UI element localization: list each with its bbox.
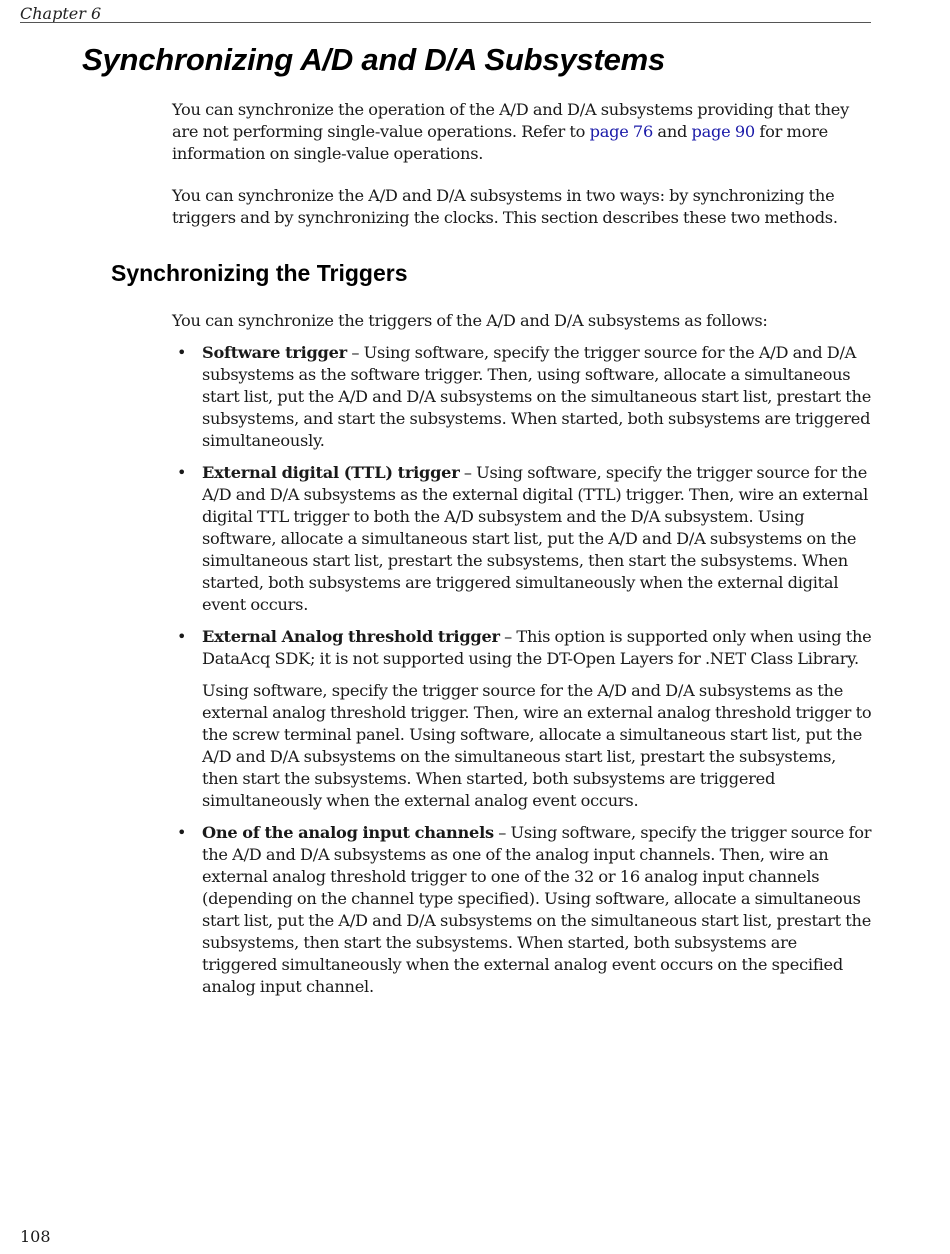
list-item-text (202, 626, 872, 670)
header-rule (20, 22, 871, 23)
trigger-methods-list (172, 342, 872, 1008)
list-item-software-trigger (172, 342, 872, 452)
list-item-analog-input-channel (172, 822, 872, 998)
bullet-icon: • (177, 627, 187, 646)
intro-paragraph-2: You can synchronize the A/D and D/A subsystems in two ways: by synchronizing the triggers and by synchronizing the clocks. This section describes these two methods. (172, 186, 838, 227)
bullet-icon: • (177, 463, 187, 482)
intro-text-after: for more information on single-value operations. (172, 122, 828, 163)
bullet-icon: • (177, 823, 187, 842)
running-header-chapter: Chapter 6 (20, 4, 102, 23)
list-item-external-digital-trigger (172, 462, 872, 616)
intro-paragraph-1 (172, 99, 872, 165)
page-90-link[interactable]: page 90 (691, 122, 755, 141)
list-item-lead: One of the analog input channels (202, 823, 494, 842)
page-title: Synchronizing A/D and D/A Subsystems (82, 42, 666, 77)
page-76-link[interactable]: page 76 (589, 122, 654, 141)
list-item-body: – Using software, specify the trigger source for the A/D and D/A subsystems as the external digital (TTL) trigger. Then, wire an external digital TTL trigger to both the A/D subsystem and the D/A subsystem. Using software, allocate a simultaneous start list, put the A/D and D/A subsystems on the simultaneous start list, prestart the subsystems, then start the subsystems. When started, both subsystems are triggered simultaneously when the external digital event occurs. (202, 463, 869, 614)
list-item-body: – Using software, specify the trigger source for the A/D and D/A subsystems as the software trigger. Then, using software, allocate a simultaneous start list, put the A/D and D/A subsystems on the simultaneous start list, prestart the subsystems, and start the subsystems. When started, both subsystems are triggered simultaneously. (202, 343, 872, 450)
list-item-text (202, 822, 872, 998)
intro-text-before: You can synchronize the operation of the A/D and D/A subsystems providing that they are not performing single-value operations. Refer to (172, 100, 849, 141)
section-heading: Synchronizing the Triggers (111, 260, 408, 286)
list-item-lead: Software trigger (202, 343, 347, 362)
list-item-external-analog-threshold-trigger (172, 626, 872, 812)
list-item-body: – This option is supported only when using the DataAcq SDK; it is not supported using the DT-Open Layers for .NET Class Library. (202, 627, 872, 668)
list-item-text (202, 462, 872, 616)
bullet-icon: • (177, 343, 187, 362)
list-item-lead: External digital (TTL) trigger (202, 463, 460, 482)
list-item-body: – Using software, specify the trigger source for the A/D and D/A subsystems as one of the analog input channels. Then, wire an external analog threshold trigger to one of the 32 or 16 analog input channels (depending on the channel type specified). Using software, allocate a simultaneous start list, put the A/D and D/A subsystems on the simultaneous start list, prestart the subsystems, then start the subsystems. When started, both subsystems are triggered simultaneously when the external analog event occurs on the specified analog input channel. (202, 823, 872, 996)
list-item-lead: External Analog threshold trigger (202, 627, 500, 646)
page-number: 108 (20, 1227, 51, 1246)
section-intro: You can synchronize the triggers of the A/D and D/A subsystems as follows: (172, 311, 768, 330)
list-item-continuation: Using software, specify the trigger source for the A/D and D/A subsystems as the external analog threshold trigger. Then, wire an external analog threshold trigger to the screw terminal panel. Using software, allocate a simultaneous start list, put the A/D and D/A subsystems on the simultaneous start list, prestart the subsystems, then start the subsystems. When started, both subsystems are triggered simultaneously when the external analog event occurs. (202, 681, 872, 810)
list-item-text (202, 342, 872, 452)
intro-text-mid: and (653, 122, 692, 141)
